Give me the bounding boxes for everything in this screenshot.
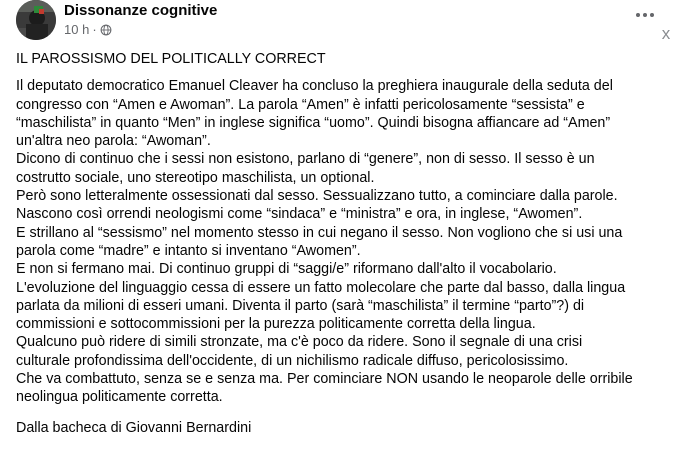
more-options-icon[interactable]: [632, 6, 658, 24]
avatar-image: [16, 0, 56, 40]
globe-icon[interactable]: [100, 24, 112, 36]
post-title: IL PAROSSISMO DEL POLITICALLY CORRECT: [16, 51, 326, 67]
post-text: Il deputato democratico Emanuel Cleaver ha concluso la preghiera inaugurale della seduta del congresso con “Amen e Awoman”. La parola “Amen” è infatti pericolosamente “sessista” e “maschilista” in quanto “Men” in inglese significa “uomo”. Quindi bisogna affiancare ad “Amen” un'altra neo parola: “Awoman”. Dicono di continuo che i sessi non esistono, parlano di “genere”, non di sesso. Il sesso è un costrutto sociale, uno stereotipo maschilista, un optional. Però sono letteralmente ossessionati dal sesso. Sessualizzano tutto, a cominciare dalla parole. Nascono così orrendi neologismi come “sindaca” e “ministra” e ora, in inglese, “Awomen”. E strillano al “sessismo” nel momento stesso in cui negano il sesso. Non vogliono che si usi una parola come “madre” e intanto si inventano “Awomen”. E non si fermano mai. Di continuo gruppi di “saggi/e” riformano dall'alto il vocabolario. L'evoluzione del linguaggio cessa di essere un fatto molecolare che parte dal basso, dalla lingua parlata da milioni di esseri umani. Diventa il parto (sarà “maschilista” il termine “parto”?) di commissioni e sottocommissioni per la purezza politicamente corretta della lingua. Qualcuno può ridere di simili stronzate, ma c'è poco da ridere. Sono il segnale di una crisi culturale profondissima dell'occidente, di un nichilismo radicale diffuso, pericolosissimo. Che va combattuto, senza se e senza ma. Per cominciare NON usando le neoparole delle orribile neolingua politicamente corretta.: [16, 78, 633, 406]
meta-separator: ·: [92, 22, 97, 37]
post-signature: Dalla bacheca di Giovanni Bernardini: [16, 419, 252, 436]
post-timestamp[interactable]: 10 h: [64, 22, 90, 37]
post-meta: [64, 22, 112, 37]
author-name[interactable]: Dissonanze cognitive: [64, 2, 218, 19]
post-body: [16, 50, 656, 437]
close-icon[interactable]: x: [661, 24, 671, 43]
avatar[interactable]: [16, 0, 56, 40]
